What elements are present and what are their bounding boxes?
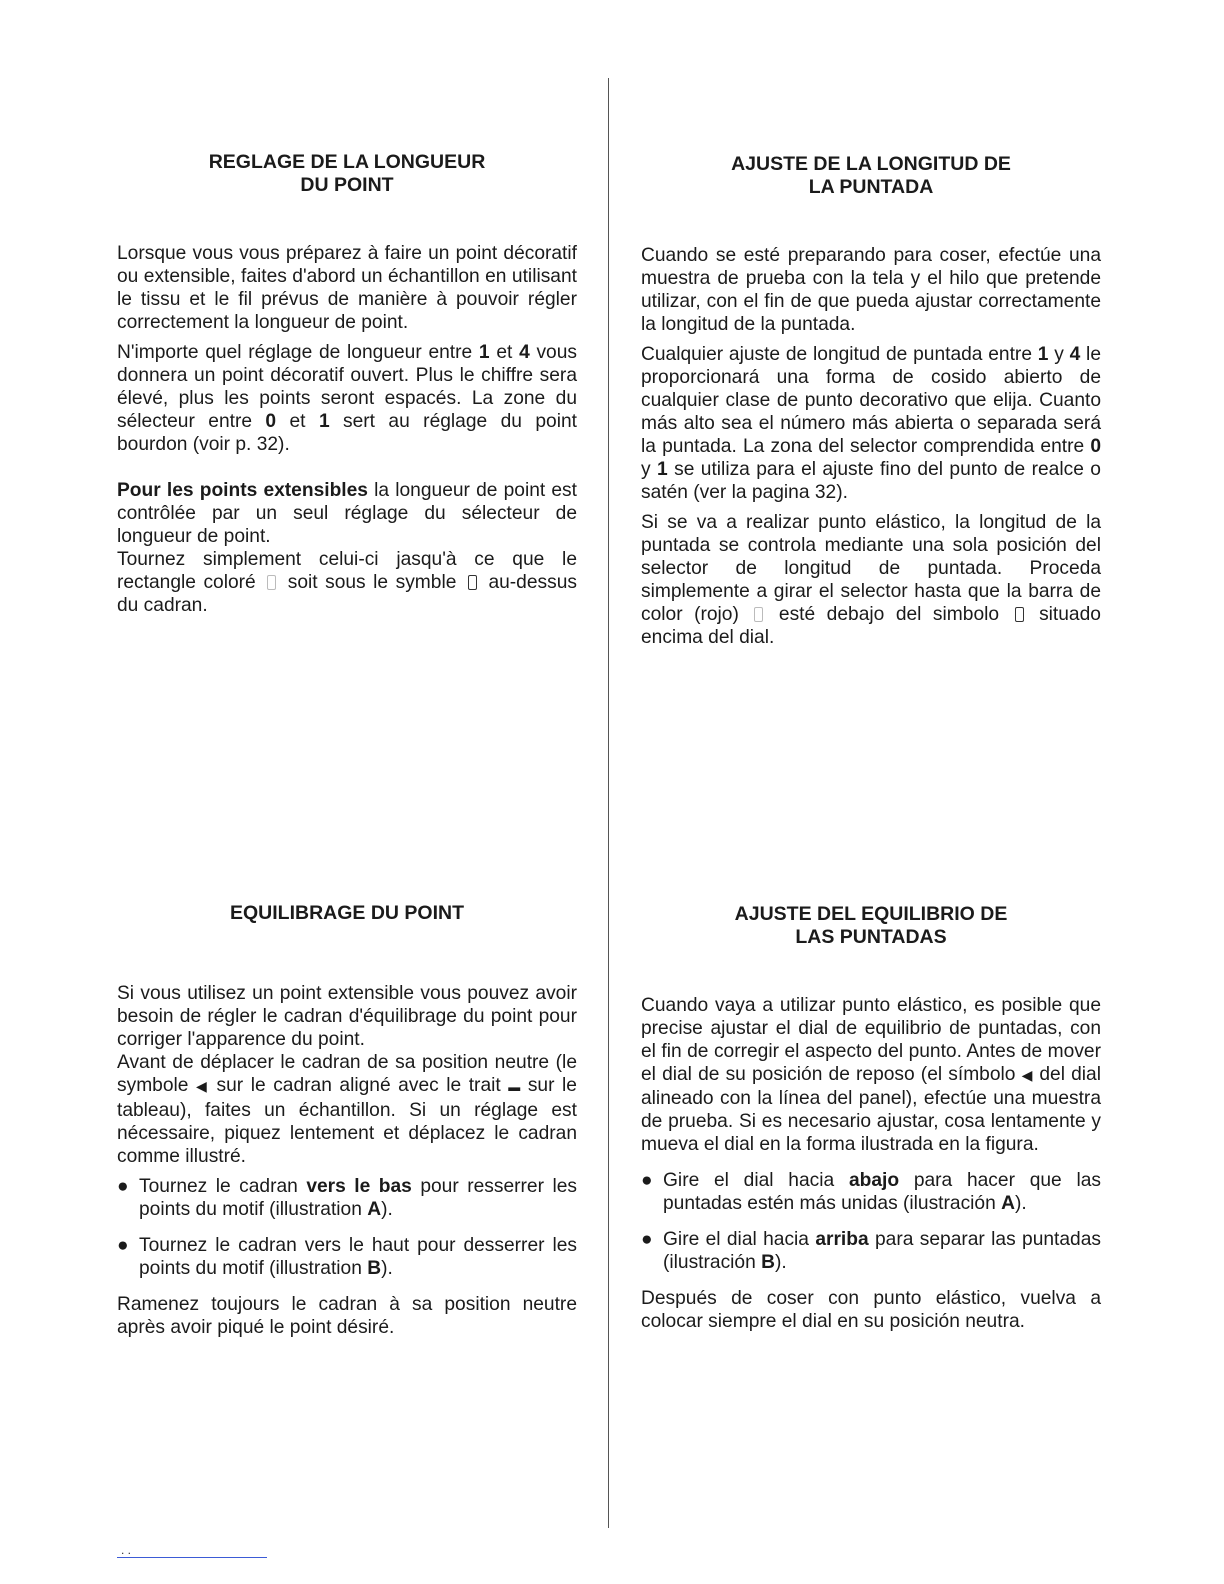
- dash-mark-icon: ▬: [508, 1080, 521, 1094]
- left-triangle-icon: ◀: [196, 1078, 209, 1094]
- paragraph: Cualquier ajuste de longitud de puntada entre 1 y 4 le proporcionará una forma de cosido abierto de cualquier clase de punto decorativo que elija. Cuanto más alto sea el número más abierta o separada será la puntada. La zona del selector comprendida entre 0 y 1 se utiliza para el ajuste fino del punto de realce o satén (ver la pagina 32).: [641, 344, 1101, 503]
- column-divider: [608, 78, 609, 1528]
- list-item: ● Tournez le cadran vers le bas pour resserrer les points du motif (illustration A).: [117, 1176, 578, 1220]
- colored-rectangle-icon: [267, 575, 276, 590]
- heading-fr-stitch-length: REGLAGE DE LA LONGUEUR DU POINT: [208, 151, 486, 196]
- bullet-icon: ●: [641, 1229, 653, 1250]
- section-es-stitch-balance: [641, 903, 1101, 1333]
- paragraph: Si vous utilisez un point extensible vous pouvez avoir besoin de régler le cadran d'équilibrage du point pour corriger l'apparence du point.: [117, 983, 577, 1050]
- section-es-stitch-length: [641, 153, 1101, 649]
- bullet-icon: ●: [117, 1235, 129, 1256]
- paragraph: Avant de déplacer le cadran de sa position neutre (le symbole ◀ sur le cadran aligné avec le trait ▬ sur le tableau), faites un échantillon. Si un réglage est nécessaire, piquez lentement et déplacez le cadran comme illustré.: [117, 1052, 577, 1167]
- footer-rule: [117, 1557, 267, 1558]
- section-fr-stitch-balance: [117, 902, 577, 1339]
- paragraph: Después de coser con punto elástico, vuelva a colocar siempre el dial en su posición neutra.: [641, 1288, 1101, 1332]
- red-color-bar-icon: [754, 607, 763, 622]
- stretch-stitch-symbol-icon: [468, 575, 477, 590]
- paragraph: Lorsque vous vous préparez à faire un point décoratif ou extensible, faites d'abord un échantillon en utilisant le tissu et le fil prévus de manière à pouvoir régler correctement la longueur de point.: [117, 243, 577, 333]
- list-item: ● Gire el dial hacia arriba para separar las puntadas (ilustración B).: [641, 1229, 1101, 1273]
- left-triangle-icon: ◀: [1021, 1067, 1034, 1083]
- paragraph: Si se va a realizar punto elástico, la longitud de la puntada se controla mediante una sola posición del selector de longitud de puntada. Proceda simplemente a girar el selector hasta que la barra de color (rojo) esté debajo del simbolo situado encima del dial.: [641, 512, 1101, 648]
- bullet-icon: ●: [641, 1170, 653, 1191]
- paragraph: N'importe quel réglage de longueur entre 1 et 4 vous donnera un point décoratif ouvert. Plus le chiffre sera élevé, plus les points seront espacés. La zone du sélecteur entre 0 et 1 sert au réglage du point bourdon (voir p. 32).: [117, 342, 577, 455]
- heading-es-stitch-length: AJUSTE DE LA LONGITUD DE LA PUNTADA: [731, 153, 1011, 198]
- bullet-icon: ●: [117, 1176, 129, 1197]
- paragraph: Pour les points extensibles la longueur de point est contrôlée par un seul réglage du sélecteur de longueur de point.: [117, 480, 577, 547]
- section-fr-stitch-length: [117, 151, 577, 617]
- stretch-stitch-symbol-icon: [1015, 607, 1024, 622]
- footer-mark: . .: [121, 1543, 132, 1557]
- heading-fr-stitch-balance: EQUILIBRAGE DU POINT: [229, 902, 464, 924]
- heading-es-stitch-balance: AJUSTE DEL EQUILIBRIO DE LAS PUNTADAS: [734, 903, 1008, 948]
- list-item: ● Gire el dial hacia abajo para hacer que las puntadas estén más unidas (ilustración A).: [641, 1170, 1102, 1214]
- paragraph: Cuando vaya a utilizar punto elástico, es posible que precise ajustar el dial de equilibrio de puntadas, con el fin de corregir el aspecto del punto. Antes de mover el dial de su posición de reposo (el símbolo ◀ del dial alineado con la línea del panel), efectúe una muestra de prueba. Si es necesario ajustar, cosa lentamente y mueva el dial en la forma ilustrada en la figura.: [641, 995, 1101, 1155]
- paragraph: Ramenez toujours le cadran à sa position neutre après avoir piqué le point désiré.: [117, 1294, 577, 1338]
- list-item: ● Tournez le cadran vers le haut pour desserrer les points du motif (illustration B).: [117, 1235, 577, 1279]
- paragraph: Cuando se esté preparando para coser, efectúe una muestra de prueba con la tela y el hilo que pretende utilizar, con el fin de que pueda ajustar correctamente la longitud de la puntada.: [641, 245, 1101, 335]
- paragraph: Tournez simplement celui-ci jasqu'à ce que le rectangle coloré soit sous le symble au-dessus du cadran.: [117, 549, 577, 616]
